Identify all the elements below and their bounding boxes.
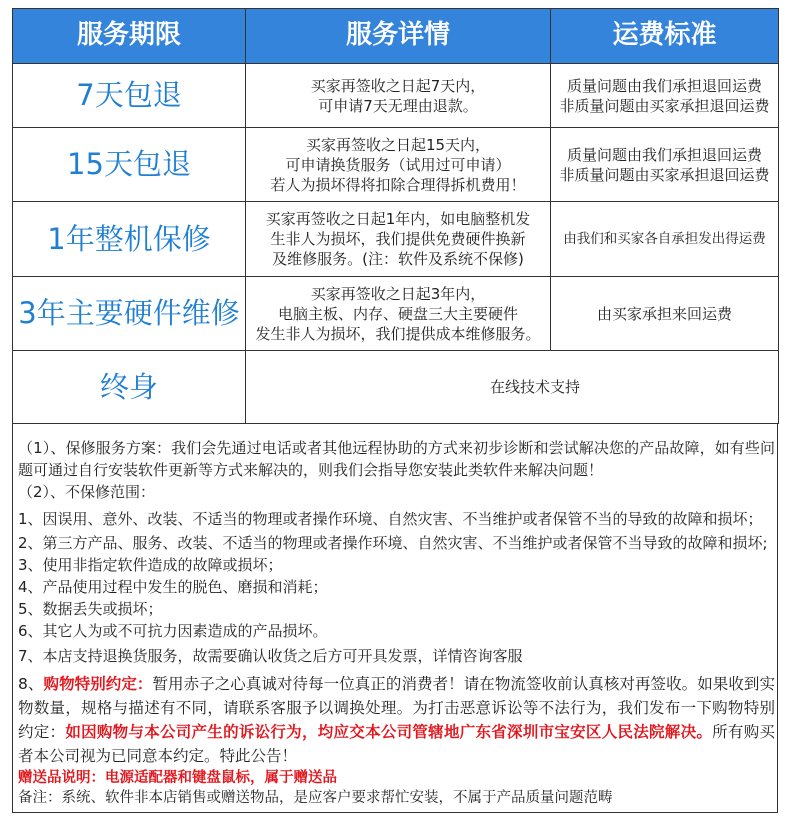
note-exclusions-heading: （2）、不保修范围： xyxy=(18,483,156,501)
table-row xyxy=(13,64,779,128)
shipping-policy-line: 质量问题由我们承担退回运费 xyxy=(566,76,762,95)
shipping-policy-line: 质量问题由我们承担退回运费 xyxy=(566,145,762,164)
exclusion-item: 3、使用非指定软件造成的故障或损坏； xyxy=(18,556,283,574)
shipping-policy-line: 由买家承担来回运费 xyxy=(596,304,732,323)
note-return-invoice: 7、本店支持退换货服务，故需要确认收货之后方可开具发票，详情咨询客服 xyxy=(18,647,523,665)
service-details xyxy=(246,202,551,277)
service-details-line: 买家再签收之日起1年内，如电脑整机发 xyxy=(265,210,531,228)
service-details-line: 买家再签收之日起3年内， xyxy=(310,284,486,303)
service-details xyxy=(246,64,551,128)
shipping-policy xyxy=(551,128,779,202)
service-details-line: 若人为损坏得将扣除合理得拆机费用！ xyxy=(270,175,526,194)
table-row xyxy=(13,277,779,351)
special-agreement-text: 暂用赤子之心真诚对待每一位真正的消费者！请在物流签收前认真核对再签收。如果收到实物数量，规格与描述有不同，请联系客服予以调换处理。为打击恶意诉讼等不法行为，我们发布一下购物特别约定： xyxy=(18,675,775,741)
special-agreement-label: 购物特别约定： xyxy=(43,675,153,693)
service-term: 7天包退 xyxy=(13,64,246,128)
header-shipping-policy: 运费标准 xyxy=(551,9,779,64)
shipping-policy xyxy=(551,277,779,351)
exclusion-item: 4、产品使用过程中发生的脱色、磨损和消耗； xyxy=(18,578,328,596)
service-details-line: 买家再签收之日起15天内， xyxy=(305,135,491,154)
notes-section xyxy=(12,424,778,813)
service-details xyxy=(246,277,551,351)
service-details-line: 可申请换货服务（试用过可申请） xyxy=(285,155,511,174)
service-details-line: 可申请7天无理由退款。 xyxy=(318,96,478,115)
table-header-row xyxy=(13,9,779,64)
exclusion-item: 6、其它人为或不可抗力因素造成的产品损坏。 xyxy=(18,622,328,640)
service-table xyxy=(12,8,779,424)
table-row xyxy=(13,202,779,277)
note-repair-plan: （1）、保修服务方案：我们会先通过电话或者其他远程协助的方式来初步诊断和尝试解决您的产品故障，如有些问题可通过自行安装软件更新等方式来解决的，则我们会指导您安装此类软件来解决问题！ xyxy=(18,439,775,479)
service-term: 3年主要硬件维修 xyxy=(13,277,246,351)
service-term: 15天包退 xyxy=(13,128,246,202)
table-row xyxy=(13,128,779,202)
service-term: 1年整机保修 xyxy=(13,202,246,277)
shipping-policy-line: 非质量问题由买家承担退回运费 xyxy=(559,96,770,115)
special-agreement-number: 8、 xyxy=(18,675,44,693)
service-details-line: 及维修服务。(注：软件及系统不保修) xyxy=(272,250,524,268)
service-details xyxy=(246,128,551,202)
header-service-term: 服务期限 xyxy=(13,9,246,64)
note-remark: 备注：系统、软件非本店销售或赠送物品，是应客户要求帮忙安装，不属于产品质量问题范畴 xyxy=(18,790,613,806)
exclusion-item: 1、因误用、意外、改装、不适当的物理或者操作环境、自然灾害、不当维护或者保管不当的导致的故障和损坏； xyxy=(18,510,763,528)
service-policy-panel xyxy=(12,8,778,813)
service-term: 终身 xyxy=(13,351,246,424)
service-details-merged: 在线技术支持 xyxy=(246,351,779,424)
special-agreement-clause: 如因购物与本公司产生的诉讼行为，均应交本公司管辖地广东省深圳市宝安区人民法院解决。 xyxy=(65,723,713,741)
special-agreement-closing: 所有购买者本公司视为已同意本约定。特此公告！ xyxy=(18,723,775,765)
exclusion-item: 5、数据丢失或损坏； xyxy=(18,600,163,618)
note-gift-items: 赠送品说明：电源适配器和键盘鼠标，属于赠送品 xyxy=(18,770,337,786)
service-details-line: 买家再签收之日起7天内， xyxy=(310,76,486,95)
shipping-policy-line: 由我们和买家各自承担发出得运费 xyxy=(563,231,766,247)
shipping-policy xyxy=(551,64,779,128)
shipping-policy-line: 非质量问题由买家承担退回运费 xyxy=(559,165,770,184)
note-special-agreement xyxy=(18,672,775,768)
table-row-lifetime xyxy=(13,351,779,424)
header-service-details: 服务详情 xyxy=(246,9,551,64)
service-details-line: 发生非人为损坏，我们提供成本维修服务。 xyxy=(255,324,541,343)
exclusion-item: 2、第三方产品、服务、改装、不适当的物理或者操作环境、自然灾害、不当维护或者保管不当导致的故障和损坏; xyxy=(18,534,768,552)
shipping-policy xyxy=(551,202,779,277)
service-details-line: 电脑主板、内存、硬盘三大主要硬件 xyxy=(277,304,518,323)
service-details-line: 生非人为损坏，我们提供免费硬件换新 xyxy=(270,230,526,248)
